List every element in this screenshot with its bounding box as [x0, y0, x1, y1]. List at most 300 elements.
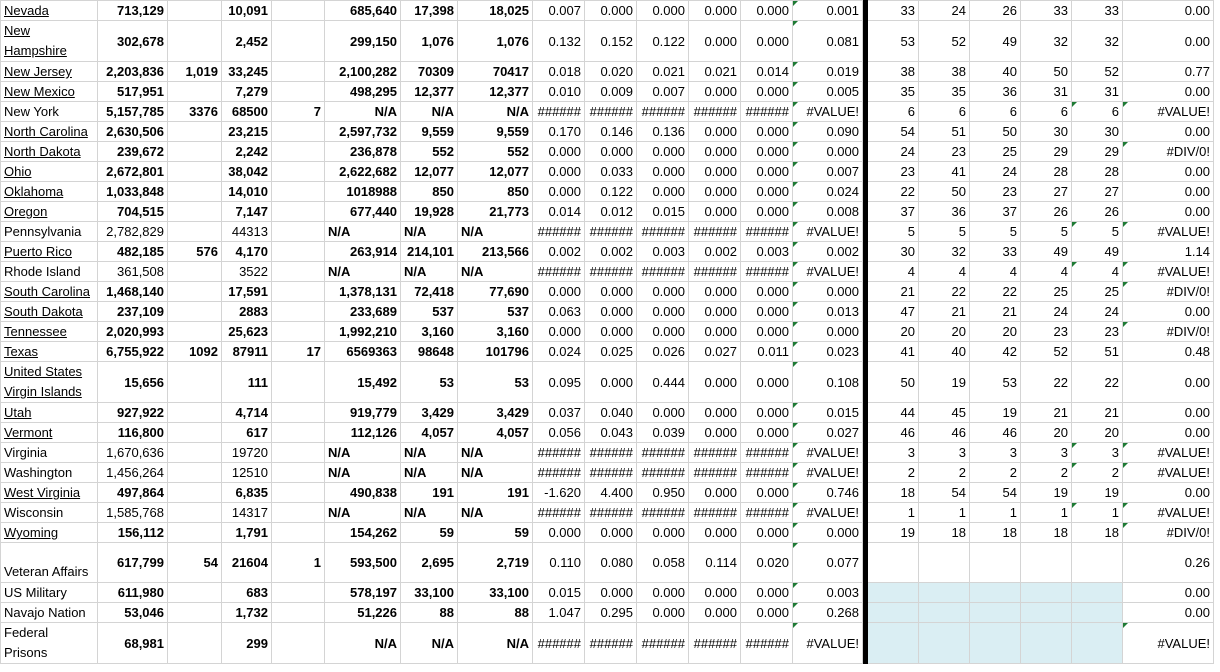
data-cell[interactable]: 19: [919, 362, 970, 403]
data-cell[interactable]: 12,077: [401, 162, 458, 182]
data-cell[interactable]: [919, 543, 970, 583]
data-cell[interactable]: 9,559: [458, 122, 533, 142]
data-cell[interactable]: 4: [970, 262, 1021, 282]
data-cell[interactable]: 0.015: [533, 583, 585, 603]
data-cell[interactable]: 35: [919, 82, 970, 102]
data-cell[interactable]: 44: [868, 403, 919, 423]
data-cell[interactable]: 50: [970, 122, 1021, 142]
data-cell[interactable]: 22: [1072, 362, 1123, 403]
data-cell[interactable]: 1,456,264: [98, 463, 168, 483]
data-cell[interactable]: #DIV/0!: [1123, 282, 1214, 302]
data-cell[interactable]: 53: [458, 362, 533, 403]
data-cell[interactable]: ######: [585, 463, 637, 483]
data-cell[interactable]: ######: [689, 463, 741, 483]
data-cell[interactable]: [1021, 583, 1072, 603]
data-cell[interactable]: 51,226: [325, 603, 401, 623]
data-cell[interactable]: 0.108: [793, 362, 863, 403]
data-cell[interactable]: 35: [868, 82, 919, 102]
row-label-cell[interactable]: Vermont: [1, 423, 98, 443]
data-cell[interactable]: N/A: [325, 463, 401, 483]
data-cell[interactable]: 30: [1072, 122, 1123, 142]
data-cell[interactable]: 4,170: [222, 242, 272, 262]
data-cell[interactable]: 0.000: [585, 362, 637, 403]
data-cell[interactable]: 191: [401, 483, 458, 503]
row-label-cell[interactable]: South Carolina: [1, 282, 98, 302]
data-cell[interactable]: 683: [222, 583, 272, 603]
data-cell[interactable]: 68500: [222, 102, 272, 122]
data-cell[interactable]: [272, 122, 325, 142]
row-label-cell[interactable]: Veteran Affairs: [1, 543, 98, 583]
data-cell[interactable]: [168, 423, 222, 443]
data-cell[interactable]: 0.00: [1123, 603, 1214, 623]
data-cell[interactable]: 53,046: [98, 603, 168, 623]
data-cell[interactable]: 53: [401, 362, 458, 403]
data-cell[interactable]: 0.001: [793, 1, 863, 21]
data-cell[interactable]: #DIV/0!: [1123, 322, 1214, 342]
data-cell[interactable]: 0.000: [533, 282, 585, 302]
data-cell[interactable]: [868, 543, 919, 583]
data-cell[interactable]: 0.000: [637, 603, 689, 623]
data-cell[interactable]: 12,377: [458, 82, 533, 102]
data-cell[interactable]: 27: [1021, 182, 1072, 202]
data-cell[interactable]: 38: [868, 62, 919, 82]
data-cell[interactable]: ######: [585, 222, 637, 242]
data-cell[interactable]: [272, 82, 325, 102]
data-cell[interactable]: 23: [919, 142, 970, 162]
data-cell[interactable]: 50: [919, 182, 970, 202]
data-cell[interactable]: 4: [868, 262, 919, 282]
data-cell[interactable]: 1,992,210: [325, 322, 401, 342]
data-cell[interactable]: 0.000: [585, 282, 637, 302]
data-cell[interactable]: 482,185: [98, 242, 168, 262]
data-cell[interactable]: 23: [1072, 322, 1123, 342]
data-cell[interactable]: [168, 21, 222, 62]
data-cell[interactable]: [168, 523, 222, 543]
data-cell[interactable]: 2,622,682: [325, 162, 401, 182]
data-cell[interactable]: ######: [741, 463, 793, 483]
data-cell[interactable]: ######: [637, 102, 689, 122]
data-cell[interactable]: #VALUE!: [793, 262, 863, 282]
data-cell[interactable]: 24: [1072, 302, 1123, 322]
data-cell[interactable]: 0.000: [689, 523, 741, 543]
data-cell[interactable]: N/A: [458, 463, 533, 483]
data-cell[interactable]: 0.000: [533, 182, 585, 202]
data-cell[interactable]: N/A: [401, 262, 458, 282]
data-cell[interactable]: 0.000: [585, 523, 637, 543]
data-cell[interactable]: 25,623: [222, 322, 272, 342]
data-cell[interactable]: 0.000: [741, 523, 793, 543]
data-cell[interactable]: 7: [272, 102, 325, 122]
data-cell[interactable]: 21: [970, 302, 1021, 322]
data-cell[interactable]: 0.77: [1123, 62, 1214, 82]
data-cell[interactable]: 1: [272, 543, 325, 583]
data-cell[interactable]: 0.000: [533, 142, 585, 162]
row-label-cell[interactable]: Wyoming: [1, 523, 98, 543]
data-cell[interactable]: 2,203,836: [98, 62, 168, 82]
data-cell[interactable]: 0.000: [533, 162, 585, 182]
data-cell[interactable]: [272, 583, 325, 603]
data-cell[interactable]: ######: [585, 262, 637, 282]
data-cell[interactable]: 299: [222, 623, 272, 664]
data-cell[interactable]: 54: [868, 122, 919, 142]
data-cell[interactable]: 0.023: [793, 342, 863, 362]
data-cell[interactable]: N/A: [325, 623, 401, 664]
data-cell[interactable]: 19: [1021, 483, 1072, 503]
row-label-cell[interactable]: Virginia: [1, 443, 98, 463]
data-cell[interactable]: [168, 82, 222, 102]
data-cell[interactable]: 0.002: [585, 242, 637, 262]
data-cell[interactable]: 24: [868, 142, 919, 162]
data-cell[interactable]: [1021, 543, 1072, 583]
data-cell[interactable]: 24: [970, 162, 1021, 182]
data-cell[interactable]: [1072, 603, 1123, 623]
row-label-cell[interactable]: United States Virgin Islands: [1, 362, 98, 403]
data-cell[interactable]: 578,197: [325, 583, 401, 603]
data-cell[interactable]: [272, 463, 325, 483]
data-cell[interactable]: 87911: [222, 342, 272, 362]
data-cell[interactable]: 0.000: [741, 302, 793, 322]
data-cell[interactable]: 0.000: [689, 302, 741, 322]
data-cell[interactable]: 98648: [401, 342, 458, 362]
data-cell[interactable]: [1072, 583, 1123, 603]
data-cell[interactable]: 3,429: [401, 403, 458, 423]
data-cell[interactable]: 0.000: [637, 322, 689, 342]
data-cell[interactable]: 214,101: [401, 242, 458, 262]
data-cell[interactable]: 0.136: [637, 122, 689, 142]
data-cell[interactable]: 0.000: [793, 142, 863, 162]
data-cell[interactable]: 0.021: [689, 62, 741, 82]
data-cell[interactable]: [168, 282, 222, 302]
data-cell[interactable]: 0.000: [585, 1, 637, 21]
data-cell[interactable]: 88: [458, 603, 533, 623]
data-cell[interactable]: 24: [919, 1, 970, 21]
data-cell[interactable]: 0.095: [533, 362, 585, 403]
data-cell[interactable]: 4.400: [585, 483, 637, 503]
data-cell[interactable]: 0.007: [533, 1, 585, 21]
data-cell[interactable]: 6: [919, 102, 970, 122]
data-cell[interactable]: 0.010: [533, 82, 585, 102]
data-cell[interactable]: 5: [1072, 222, 1123, 242]
data-cell[interactable]: 24: [1021, 302, 1072, 322]
data-cell[interactable]: 0.020: [585, 62, 637, 82]
data-cell[interactable]: 88: [401, 603, 458, 623]
data-cell[interactable]: 5,157,785: [98, 102, 168, 122]
data-cell[interactable]: 919,779: [325, 403, 401, 423]
data-cell[interactable]: 0.000: [689, 202, 741, 222]
data-cell[interactable]: 2: [919, 463, 970, 483]
data-cell[interactable]: 552: [458, 142, 533, 162]
data-cell[interactable]: 1,019: [168, 62, 222, 82]
data-cell[interactable]: 0.00: [1123, 21, 1214, 62]
data-cell[interactable]: ######: [741, 222, 793, 242]
data-cell[interactable]: 0.013: [793, 302, 863, 322]
data-cell[interactable]: 213,566: [458, 242, 533, 262]
data-cell[interactable]: 0.000: [793, 523, 863, 543]
data-cell[interactable]: 0.019: [793, 62, 863, 82]
data-cell[interactable]: [919, 583, 970, 603]
data-cell[interactable]: 52: [1072, 62, 1123, 82]
data-cell[interactable]: 0.040: [585, 403, 637, 423]
data-cell[interactable]: 0.012: [585, 202, 637, 222]
data-cell[interactable]: 6: [868, 102, 919, 122]
data-cell[interactable]: 0.063: [533, 302, 585, 322]
data-cell[interactable]: #VALUE!: [1123, 623, 1214, 664]
data-cell[interactable]: 0.025: [585, 342, 637, 362]
data-cell[interactable]: 5: [1021, 222, 1072, 242]
data-cell[interactable]: 2,452: [222, 21, 272, 62]
row-label-cell[interactable]: Federal Prisons: [1, 623, 98, 664]
data-cell[interactable]: 0.950: [637, 483, 689, 503]
data-cell[interactable]: N/A: [325, 443, 401, 463]
data-cell[interactable]: 1,468,140: [98, 282, 168, 302]
row-label-cell[interactable]: New Hampshire: [1, 21, 98, 62]
data-cell[interactable]: 236,878: [325, 142, 401, 162]
data-cell[interactable]: N/A: [401, 222, 458, 242]
data-cell[interactable]: 0.000: [637, 182, 689, 202]
data-cell[interactable]: ######: [533, 222, 585, 242]
data-cell[interactable]: [272, 403, 325, 423]
data-cell[interactable]: N/A: [401, 463, 458, 483]
data-cell[interactable]: 17,591: [222, 282, 272, 302]
data-cell[interactable]: 0.114: [689, 543, 741, 583]
data-cell[interactable]: 1: [970, 503, 1021, 523]
data-cell[interactable]: 0.009: [585, 82, 637, 102]
data-cell[interactable]: 51: [919, 122, 970, 142]
data-cell[interactable]: 4: [919, 262, 970, 282]
data-cell[interactable]: 1: [919, 503, 970, 523]
data-cell[interactable]: 1.14: [1123, 242, 1214, 262]
data-cell[interactable]: 0.000: [741, 483, 793, 503]
data-cell[interactable]: 5: [970, 222, 1021, 242]
data-cell[interactable]: 0.000: [689, 82, 741, 102]
data-cell[interactable]: 237,109: [98, 302, 168, 322]
data-cell[interactable]: 0.00: [1123, 302, 1214, 322]
data-cell[interactable]: 33,245: [222, 62, 272, 82]
data-cell[interactable]: 72,418: [401, 282, 458, 302]
data-cell[interactable]: 927,922: [98, 403, 168, 423]
data-cell[interactable]: 18: [868, 483, 919, 503]
data-cell[interactable]: 18,025: [458, 1, 533, 21]
data-cell[interactable]: 1,076: [401, 21, 458, 62]
data-cell[interactable]: 0.007: [793, 162, 863, 182]
data-cell[interactable]: 111: [222, 362, 272, 403]
data-cell[interactable]: 53: [868, 21, 919, 62]
data-cell[interactable]: 29: [1072, 142, 1123, 162]
data-cell[interactable]: ######: [585, 102, 637, 122]
data-cell[interactable]: 22: [1021, 362, 1072, 403]
data-cell[interactable]: 0.000: [793, 322, 863, 342]
data-cell[interactable]: 0.000: [689, 142, 741, 162]
data-cell[interactable]: [168, 623, 222, 664]
data-cell[interactable]: 299,150: [325, 21, 401, 62]
data-cell[interactable]: 0.268: [793, 603, 863, 623]
data-cell[interactable]: 2,100,282: [325, 62, 401, 82]
data-cell[interactable]: 0.00: [1123, 483, 1214, 503]
row-label-cell[interactable]: South Dakota: [1, 302, 98, 322]
data-cell[interactable]: 21: [1072, 403, 1123, 423]
data-cell[interactable]: 4: [1072, 262, 1123, 282]
data-cell[interactable]: ######: [741, 102, 793, 122]
data-cell[interactable]: 28: [1021, 162, 1072, 182]
data-cell[interactable]: 4: [1021, 262, 1072, 282]
data-cell[interactable]: 2,242: [222, 142, 272, 162]
data-cell[interactable]: ######: [741, 623, 793, 664]
data-cell[interactable]: 14317: [222, 503, 272, 523]
data-cell[interactable]: 50: [868, 362, 919, 403]
data-cell[interactable]: 1018988: [325, 182, 401, 202]
data-cell[interactable]: 77,690: [458, 282, 533, 302]
data-cell[interactable]: N/A: [458, 222, 533, 242]
data-cell[interactable]: ######: [637, 222, 689, 242]
data-cell[interactable]: 2,719: [458, 543, 533, 583]
data-cell[interactable]: 23: [1021, 322, 1072, 342]
data-cell[interactable]: 0.000: [689, 423, 741, 443]
data-cell[interactable]: 0.000: [741, 182, 793, 202]
data-cell[interactable]: 33,100: [401, 583, 458, 603]
data-cell[interactable]: [168, 202, 222, 222]
data-cell[interactable]: N/A: [325, 503, 401, 523]
data-cell[interactable]: 0.000: [637, 142, 689, 162]
row-label-cell[interactable]: Utah: [1, 403, 98, 423]
data-cell[interactable]: [272, 322, 325, 342]
data-cell[interactable]: 116,800: [98, 423, 168, 443]
data-cell[interactable]: 0.018: [533, 62, 585, 82]
data-cell[interactable]: 18: [919, 523, 970, 543]
data-cell[interactable]: N/A: [458, 262, 533, 282]
data-cell[interactable]: 30: [1021, 122, 1072, 142]
data-cell[interactable]: 0.027: [793, 423, 863, 443]
data-cell[interactable]: ######: [689, 443, 741, 463]
data-cell[interactable]: [272, 62, 325, 82]
data-cell[interactable]: 0.00: [1123, 1, 1214, 21]
data-cell[interactable]: -1.620: [533, 483, 585, 503]
data-cell[interactable]: 0.080: [585, 543, 637, 583]
data-cell[interactable]: [970, 623, 1021, 664]
data-cell[interactable]: 18: [1021, 523, 1072, 543]
data-cell[interactable]: 3: [868, 443, 919, 463]
data-cell[interactable]: #VALUE!: [793, 503, 863, 523]
data-cell[interactable]: 0.000: [637, 302, 689, 322]
data-cell[interactable]: 677,440: [325, 202, 401, 222]
data-cell[interactable]: 0.000: [689, 322, 741, 342]
data-cell[interactable]: 41: [919, 162, 970, 182]
data-cell[interactable]: 0.00: [1123, 202, 1214, 222]
data-cell[interactable]: [272, 282, 325, 302]
data-cell[interactable]: 31: [1072, 82, 1123, 102]
data-cell[interactable]: 29: [1021, 142, 1072, 162]
data-cell[interactable]: [272, 362, 325, 403]
data-cell[interactable]: [272, 182, 325, 202]
data-cell[interactable]: N/A: [458, 102, 533, 122]
data-cell[interactable]: 53: [970, 362, 1021, 403]
data-cell[interactable]: 21,773: [458, 202, 533, 222]
data-cell[interactable]: 0.000: [533, 523, 585, 543]
data-cell[interactable]: 1,670,636: [98, 443, 168, 463]
row-label-cell[interactable]: Washington: [1, 463, 98, 483]
data-cell[interactable]: 0.295: [585, 603, 637, 623]
data-cell[interactable]: [272, 242, 325, 262]
data-cell[interactable]: 0.000: [689, 362, 741, 403]
data-cell[interactable]: 517,951: [98, 82, 168, 102]
data-cell[interactable]: 0.002: [793, 242, 863, 262]
data-cell[interactable]: 154,262: [325, 523, 401, 543]
data-cell[interactable]: 0.132: [533, 21, 585, 62]
data-cell[interactable]: [1021, 603, 1072, 623]
data-cell[interactable]: #VALUE!: [1123, 222, 1214, 242]
data-cell[interactable]: 2,630,506: [98, 122, 168, 142]
data-cell[interactable]: 32: [1072, 21, 1123, 62]
data-cell[interactable]: 50: [1021, 62, 1072, 82]
data-cell[interactable]: 0.007: [637, 82, 689, 102]
data-cell[interactable]: 302,678: [98, 21, 168, 62]
data-cell[interactable]: 0.000: [689, 583, 741, 603]
data-cell[interactable]: ######: [533, 262, 585, 282]
data-cell[interactable]: 28: [1072, 162, 1123, 182]
data-cell[interactable]: ######: [585, 503, 637, 523]
data-cell[interactable]: 20: [1072, 423, 1123, 443]
data-cell[interactable]: 0.000: [585, 302, 637, 322]
data-cell[interactable]: 0.170: [533, 122, 585, 142]
data-cell[interactable]: [919, 603, 970, 623]
data-cell[interactable]: 3: [1021, 443, 1072, 463]
data-cell[interactable]: 263,914: [325, 242, 401, 262]
data-cell[interactable]: 0.002: [533, 242, 585, 262]
row-label-cell[interactable]: Wisconsin: [1, 503, 98, 523]
data-cell[interactable]: 0.005: [793, 82, 863, 102]
data-cell[interactable]: 38: [919, 62, 970, 82]
data-cell[interactable]: 617,799: [98, 543, 168, 583]
data-cell[interactable]: 101796: [458, 342, 533, 362]
data-cell[interactable]: 537: [401, 302, 458, 322]
data-cell[interactable]: 0.026: [637, 342, 689, 362]
data-cell[interactable]: 239,672: [98, 142, 168, 162]
data-cell[interactable]: 490,838: [325, 483, 401, 503]
data-cell[interactable]: 2: [868, 463, 919, 483]
data-cell[interactable]: 22: [970, 282, 1021, 302]
data-cell[interactable]: 19720: [222, 443, 272, 463]
row-label-cell[interactable]: North Dakota: [1, 142, 98, 162]
data-cell[interactable]: ######: [689, 623, 741, 664]
data-cell[interactable]: [168, 122, 222, 142]
data-cell[interactable]: ######: [533, 102, 585, 122]
data-cell[interactable]: 18: [1072, 523, 1123, 543]
data-cell[interactable]: N/A: [458, 623, 533, 664]
data-cell[interactable]: 37: [970, 202, 1021, 222]
row-label-cell[interactable]: Rhode Island: [1, 262, 98, 282]
data-cell[interactable]: [272, 302, 325, 322]
data-cell[interactable]: 0.110: [533, 543, 585, 583]
data-cell[interactable]: 52: [1021, 342, 1072, 362]
data-cell[interactable]: 0.002: [689, 242, 741, 262]
data-cell[interactable]: N/A: [325, 262, 401, 282]
data-cell[interactable]: [272, 1, 325, 21]
data-cell[interactable]: ######: [533, 503, 585, 523]
data-cell[interactable]: 12510: [222, 463, 272, 483]
data-cell[interactable]: 0.000: [533, 322, 585, 342]
data-cell[interactable]: 70309: [401, 62, 458, 82]
row-label-cell[interactable]: North Carolina: [1, 122, 98, 142]
data-cell[interactable]: ######: [689, 102, 741, 122]
data-cell[interactable]: #VALUE!: [793, 623, 863, 664]
data-cell[interactable]: 36: [919, 202, 970, 222]
data-cell[interactable]: [168, 503, 222, 523]
data-cell[interactable]: 0.00: [1123, 82, 1214, 102]
data-cell[interactable]: 12,377: [401, 82, 458, 102]
data-cell[interactable]: 704,515: [98, 202, 168, 222]
row-label-cell[interactable]: New Jersey: [1, 62, 98, 82]
data-cell[interactable]: [272, 262, 325, 282]
data-cell[interactable]: 2: [970, 463, 1021, 483]
